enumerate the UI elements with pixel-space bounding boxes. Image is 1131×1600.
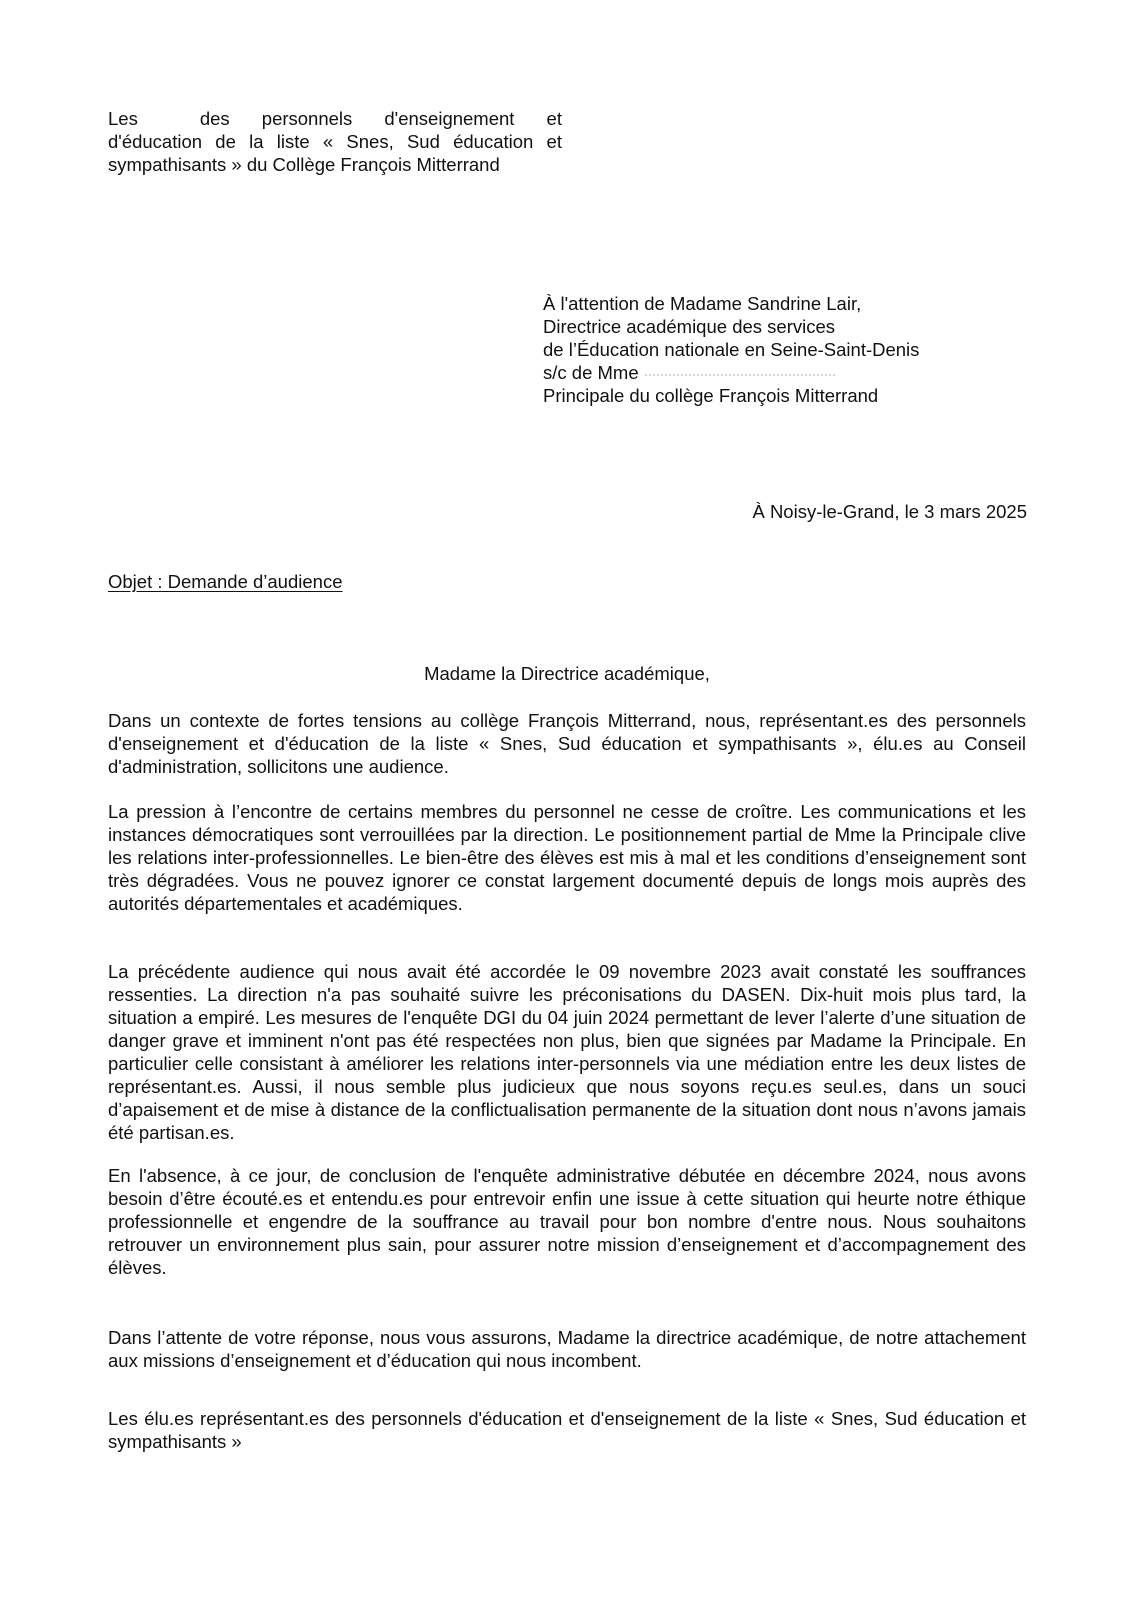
signature-block: Les élu.es représentant.es des personnels d'éducation et d'enseignement de la liste « Snes, Sud éducation et sympathisants » [108, 1408, 1026, 1452]
recipient-via-prefix: s/c de Mme [543, 362, 639, 383]
body-paragraph-4: En l'absence, à ce jour, de conclusion de l'enquête administrative débutée en décembre 2024, nous avons besoin d’être écouté.es et entendu.es pour entrevoir enfin une issue à cette situation qui heurte notre éthique professionnelle et engendre de la souffrance au travail pour bon nombre d'entre nous. Nous souhaitons retrouver un environnement plus sain, pour assurer notre mission d’enseignement et d’accompagnement des élèves. [108, 1165, 1026, 1278]
salutation: Madame la Directrice académique, [424, 663, 710, 684]
body-paragraph-3: La précédente audience qui nous avait été accordée le 09 novembre 2023 avait constaté les souffrances ressenties. La direction n'a pas souhaité suivre les préconisations du DASEN. Dix-huit mois plus tard, la situation a empiré. Les mesures de l'enquête DGI du 04 juin 2024 permettant de lever l’alerte d’une situation de danger grave et imminent n'ont pas été respectées non plus, bien que signées par Madame la Principale. En particulier celle consistant à améliorer les relations inter-personnels via une médiation entre les deux listes de représentant.es. Aussi, il nous semble plus judicieux que nous soyons reçu.es seul.es, dans un souci d’apaisement et de mise à distance de la conflictualisation permanente de la situation dont nous n’avons jamais été partisan.es. [108, 961, 1026, 1143]
sender-prefix: Les [108, 108, 138, 129]
recipient-principal: Principale du collège François Mitterrand [543, 385, 879, 406]
place-date: À Noisy-le-Grand, le 3 mars 2025 [752, 501, 1027, 522]
letter-object: Objet : Demande d’audience [108, 571, 343, 592]
recipient-title: Directrice académique des services [543, 316, 836, 337]
body-paragraph-2: La pression à l’encontre de certains membres du personnel ne cesse de croître. Les communications et les instances démocratiques sont verrouillées par la direction. Le positionnement partial de Mme la Principale clive les relations inter-professionnelles. Le bien-être des élèves est mis à mal et les conditions d’enseignement sont très dégradées. Vous ne pouvez ignorer ce constat largement documenté depuis de longs mois auprès des autorités départementales et académiques. [108, 801, 1026, 914]
body-paragraph-1: Dans un contexte de fortes tensions au collège François Mitterrand, nous, représentant.es des personnels d'enseignement et d'éducation de la liste « Snes, Sud éducation et sympathisants », élu.es au Conseil d'administration, sollicitons une audience. [108, 710, 1026, 777]
recipient-attention: À l'attention de Madame Sandrine Lair, [543, 293, 862, 314]
redacted-name [645, 367, 835, 381]
recipient-title-continued: de l’Éducation nationale en Seine-Saint-Denis [543, 339, 920, 360]
sender-block [108, 107, 562, 176]
recipient-block [543, 292, 1003, 407]
closing-paragraph: Dans l’attente de votre réponse, nous vous assurons, Madame la directrice académique, de notre attachement aux missions d’enseignement et d’éducation qui nous incombent. [108, 1327, 1026, 1371]
recipient-via-line [543, 361, 1003, 384]
sender-text: des personnels d'enseignement et d'éducation de la liste « Snes, Sud éducation et sympathisants » du Collège François Mitterrand [108, 108, 562, 175]
